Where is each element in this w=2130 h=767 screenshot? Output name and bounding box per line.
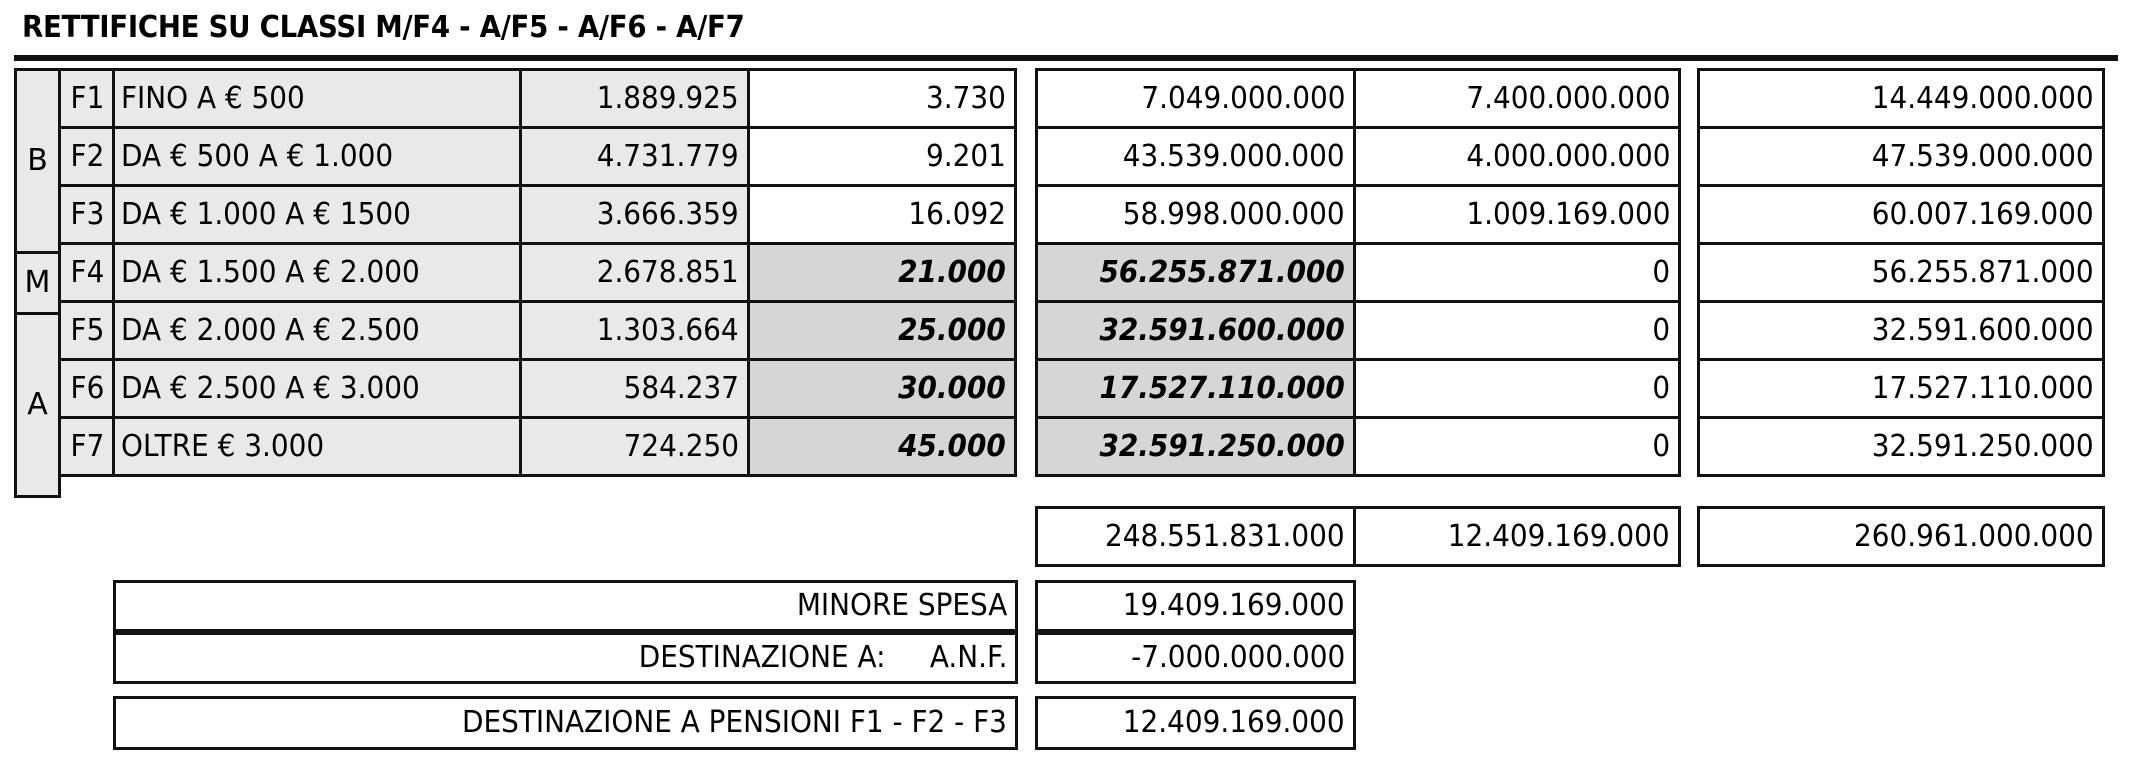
- row-spend-cell: [1035, 358, 1356, 419]
- row-amount: 45.000: [898, 428, 1006, 464]
- row-range: DA € 1.000 A € 1500: [121, 196, 411, 232]
- row-code: F5: [70, 312, 105, 348]
- row-spend: 56.255.871.000: [1099, 254, 1345, 290]
- group-b-cell: [14, 68, 61, 254]
- row-spend-cell: [1035, 68, 1356, 129]
- row-total-cell: [1697, 68, 2105, 129]
- row-spend: 32.591.250.000: [1099, 428, 1345, 464]
- row-count-cell: [519, 416, 750, 477]
- row-count-cell: [519, 68, 750, 129]
- row-spend: 7.049.000.000: [1140, 80, 1345, 116]
- row-total: 17.527.110.000: [1872, 370, 2094, 406]
- row-code-cell: [58, 242, 115, 303]
- row-count-cell: [519, 358, 750, 419]
- row-range-cell: [112, 126, 522, 187]
- row-code-cell: [58, 184, 115, 245]
- row-code-cell: [58, 300, 115, 361]
- row-spend-cell: [1035, 242, 1356, 303]
- row-code: F4: [70, 254, 105, 290]
- row-amount-cell: [747, 358, 1017, 419]
- group-a-cell: [14, 312, 61, 498]
- row-total-cell: [1697, 126, 2105, 187]
- row-spend-cell: [1035, 300, 1356, 361]
- destinazione-value-cell: [1035, 632, 1356, 684]
- row-adjust: 4.000.000.000: [1465, 138, 1670, 174]
- row-range: DA € 2.500 A € 3.000: [121, 370, 420, 406]
- minore-spesa-value: 19.409.169.000: [1123, 588, 1345, 623]
- row-total-cell: [1697, 300, 2105, 361]
- row-adjust: 7.400.000.000: [1465, 80, 1670, 116]
- row-amount: 25.000: [898, 312, 1006, 348]
- page-title: RETTIFICHE SU CLASSI M/F4 - A/F5 - A/F6 - A/F7: [22, 10, 745, 45]
- row-total-cell: [1697, 358, 2105, 419]
- row-spend-cell: [1035, 126, 1356, 187]
- row-range: DA € 1.500 A € 2.000: [121, 254, 420, 290]
- row-adjust-cell: [1353, 358, 1681, 419]
- row-total-cell: [1697, 416, 2105, 477]
- row-total: 60.007.169.000: [1872, 196, 2094, 232]
- row-adjust: 0: [1652, 428, 1670, 464]
- row-range-cell: [112, 184, 522, 245]
- row-spend: 58.998.000.000: [1123, 196, 1345, 232]
- minore-spesa-label: MINORE SPESA: [796, 588, 1007, 623]
- row-adjust-cell: [1353, 68, 1681, 129]
- grand-total-cell: [1697, 506, 2105, 567]
- row-total-cell: [1697, 184, 2105, 245]
- row-adjust: 0: [1652, 254, 1670, 290]
- row-spend-cell: [1035, 416, 1356, 477]
- destinazione-label: [638, 640, 1007, 675]
- row-count: 724.250: [623, 428, 739, 464]
- grand-total: 260.961.000.000: [1854, 518, 2094, 554]
- row-count: 3.666.359: [597, 196, 739, 232]
- row-count-cell: [519, 184, 750, 245]
- row-range-cell: [112, 416, 522, 477]
- row-total: 47.539.000.000: [1872, 138, 2094, 174]
- row-amount: 3.730: [926, 80, 1006, 116]
- row-amount-cell: [747, 242, 1017, 303]
- pensioni-label: DESTINAZIONE A PENSIONI F1 - F2 - F3: [462, 705, 1007, 740]
- total-adjust-cell: [1353, 506, 1681, 567]
- row-total: 14.449.000.000: [1872, 80, 2094, 116]
- row-spend: 32.591.600.000: [1099, 312, 1345, 348]
- row-spend-cell: [1035, 184, 1356, 245]
- row-adjust: 1.009.169.000: [1465, 196, 1670, 232]
- group-a-label: A: [27, 387, 48, 422]
- row-amount-cell: [747, 68, 1017, 129]
- row-code: F1: [70, 80, 105, 116]
- row-spend: 43.539.000.000: [1123, 138, 1345, 174]
- row-code-cell: [58, 358, 115, 419]
- row-range: DA € 500 A € 1.000: [121, 138, 394, 174]
- row-amount-cell: [747, 416, 1017, 477]
- row-spend: 17.527.110.000: [1099, 370, 1345, 406]
- total-spend-cell: [1035, 506, 1356, 567]
- row-adjust-cell: [1353, 242, 1681, 303]
- row-count-cell: [519, 126, 750, 187]
- row-range-cell: [112, 68, 522, 129]
- destinazione-target: A.N.F.: [929, 640, 1007, 675]
- row-count-cell: [519, 242, 750, 303]
- row-total-cell: [1697, 242, 2105, 303]
- row-amount-cell: [747, 300, 1017, 361]
- row-range-cell: [112, 300, 522, 361]
- row-range: OLTRE € 3.000: [121, 428, 325, 464]
- total-spend: 248.551.831.000: [1105, 518, 1345, 554]
- row-count: 4.731.779: [597, 138, 739, 174]
- row-code: F7: [70, 428, 105, 464]
- row-amount: 9.201: [926, 138, 1006, 174]
- row-range-cell: [112, 242, 522, 303]
- row-code: F3: [70, 196, 105, 232]
- destinazione-label-text: DESTINAZIONE A:: [638, 640, 886, 675]
- row-adjust: 0: [1652, 370, 1670, 406]
- row-count: 1.889.925: [597, 80, 739, 116]
- title-rule: [14, 55, 2118, 61]
- group-m-label: M: [24, 265, 51, 300]
- group-m-cell: [14, 251, 61, 315]
- row-code: F2: [70, 138, 105, 174]
- row-total: 56.255.871.000: [1872, 254, 2094, 290]
- row-adjust: 0: [1652, 312, 1670, 348]
- row-amount: 21.000: [898, 254, 1006, 290]
- row-count-cell: [519, 300, 750, 361]
- row-adjust-cell: [1353, 184, 1681, 245]
- destinazione-value: -7.000.000.000: [1130, 640, 1345, 675]
- row-code-cell: [58, 68, 115, 129]
- minore-spesa-label-cell: [113, 580, 1018, 632]
- row-code-cell: [58, 126, 115, 187]
- row-code-cell: [58, 416, 115, 477]
- minore-spesa-value-cell: [1035, 580, 1356, 632]
- row-total: 32.591.250.000: [1872, 428, 2094, 464]
- row-adjust-cell: [1353, 126, 1681, 187]
- pensioni-value: 12.409.169.000: [1123, 705, 1345, 740]
- destinazione-label-cell: [113, 632, 1018, 684]
- row-amount: 16.092: [908, 196, 1006, 232]
- row-range: DA € 2.000 A € 2.500: [121, 312, 420, 348]
- row-count: 2.678.851: [597, 254, 739, 290]
- pensioni-label-cell: [113, 696, 1018, 750]
- pensioni-value-cell: [1035, 696, 1356, 750]
- row-adjust-cell: [1353, 300, 1681, 361]
- row-amount: 30.000: [898, 370, 1006, 406]
- row-code: F6: [70, 370, 105, 406]
- row-amount-cell: [747, 126, 1017, 187]
- group-b-label: B: [27, 143, 48, 178]
- row-total: 32.591.600.000: [1872, 312, 2094, 348]
- row-adjust-cell: [1353, 416, 1681, 477]
- row-count: 584.237: [623, 370, 739, 406]
- row-amount-cell: [747, 184, 1017, 245]
- total-adjust: 12.409.169.000: [1448, 518, 1670, 554]
- row-range: FINO A € 500: [121, 80, 305, 116]
- row-range-cell: [112, 358, 522, 419]
- row-count: 1.303.664: [597, 312, 739, 348]
